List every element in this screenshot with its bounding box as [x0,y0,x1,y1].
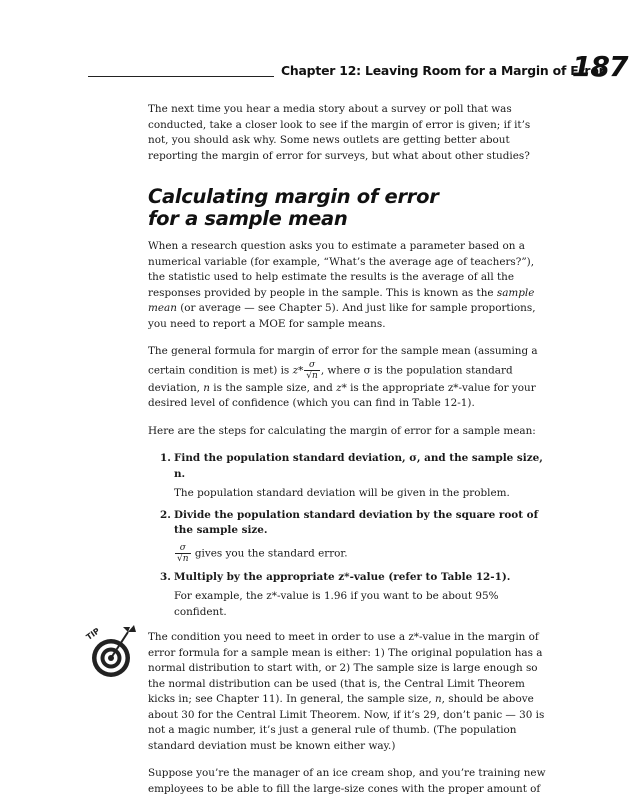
formula-n-label: n [203,381,210,394]
formula-root: √ [306,370,313,381]
step-item [148,451,550,502]
header-rule [88,76,274,77]
page-number: 187 [572,50,628,83]
formula-intro: The general formula for margin of error for the sample mean (assuming a certain condition is met) is [148,345,538,376]
step-body: For example, the z*-value is 1.96 if you want to be about 95% confident. [174,590,499,618]
step-body: The population standard deviation will be given in the problem. [174,487,510,499]
running-header-chapter-title: Chapter 12: Leaving Room for a Margin of Error [281,63,605,78]
fraction-n: n [182,553,189,564]
step-item [148,508,550,564]
paragraph-text: When a research question asks you to estimate a parameter based on a numerical variable (for example, “What’s the average age of teachers?”), the statistic used to help estimate the results is the average of all the responses provided by people in the sample. This is known as the [148,240,535,299]
section-heading [148,186,550,230]
formula-z2: z [336,381,342,394]
formula-paragraph [148,344,550,412]
tip-block [84,626,550,754]
step-title: 2. Divide the population standard deviation by the square root of the sample size. [160,508,539,536]
target-icon [84,622,140,682]
formula-mid: is the sample size, and [209,381,337,394]
tip-n: n [434,693,442,705]
tip-text: The condition you need to meet in order to use a z*-value in the margin of error formula for a sample mean is either: 1) The original population has a normal distribution to start with, or 2) The sample size is large enough so the normal distribution can be used (that is, the Central Limit Theorem kicks in; see Chapter 11). In general, the sample size, n, should be above about 30 for the Central Limit Theorem. Now, if it’s 29, don’t panic — 30 is not a magic number, it’s just a general rule of thumb. (The population standard deviation must be known either way.) [148,631,545,752]
formula-after: , where σ is the population standard deviation, [148,364,513,394]
step-item [148,570,550,621]
step-title: 3. Multiply by the appropriate z*-value (refer to Table 12-1). [148,570,550,586]
steps-list [148,451,550,620]
step-number: 2. [160,508,171,521]
page-content [84,102,550,809]
formula-fraction [304,360,320,381]
steps-intro: Here are the steps for calculating the margin of error for a sample mean: [148,424,536,437]
step-title: 1. Find the population standard deviation, σ, and the sample size, n. [160,452,543,480]
fraction-sigma: σ [175,543,191,554]
formula-n: n [312,370,318,381]
formula-z: z [292,364,299,376]
paragraph-text: (or average — see Chapter 5). And just like for sample proportions, you need to report a MOE for sample means. [148,302,536,330]
section-heading-line2: for a sample mean [148,207,348,230]
tip-label: TIP [84,626,102,642]
intro-paragraph: The next time you hear a media story about a survey or poll that was conducted, take a closer look to see if the margin of error is given; if it’s not, you should ask why. Some news outlets are getting better about reporting the margin of error for surveys, but what about other studies? [148,103,531,162]
sample-mean-term: sample mean [148,286,535,314]
step-body: $\frac{\sigma}{√n}$ gives you the standard error. [177,542,348,564]
formula-z-star: * [298,364,304,376]
standard-error-fraction [175,543,191,564]
formula-z2-star: * [341,381,347,394]
step-number: 1. [160,452,171,464]
step-number: 3. [160,570,171,583]
sample-mean-paragraph [148,239,550,332]
fraction-root: √ [177,553,183,564]
formula-sigma: σ [304,360,320,371]
section-heading-line1: Calculating margin of error [148,185,439,208]
formula-end: is the appropriate z*-value for your desired level of confidence (which you can find in Table 12-1). [148,381,536,409]
closing-paragraph: Suppose you’re the manager of an ice cream shop, and you’re training new employees to be able to fill the large-size cones with the proper amount of [148,767,546,795]
